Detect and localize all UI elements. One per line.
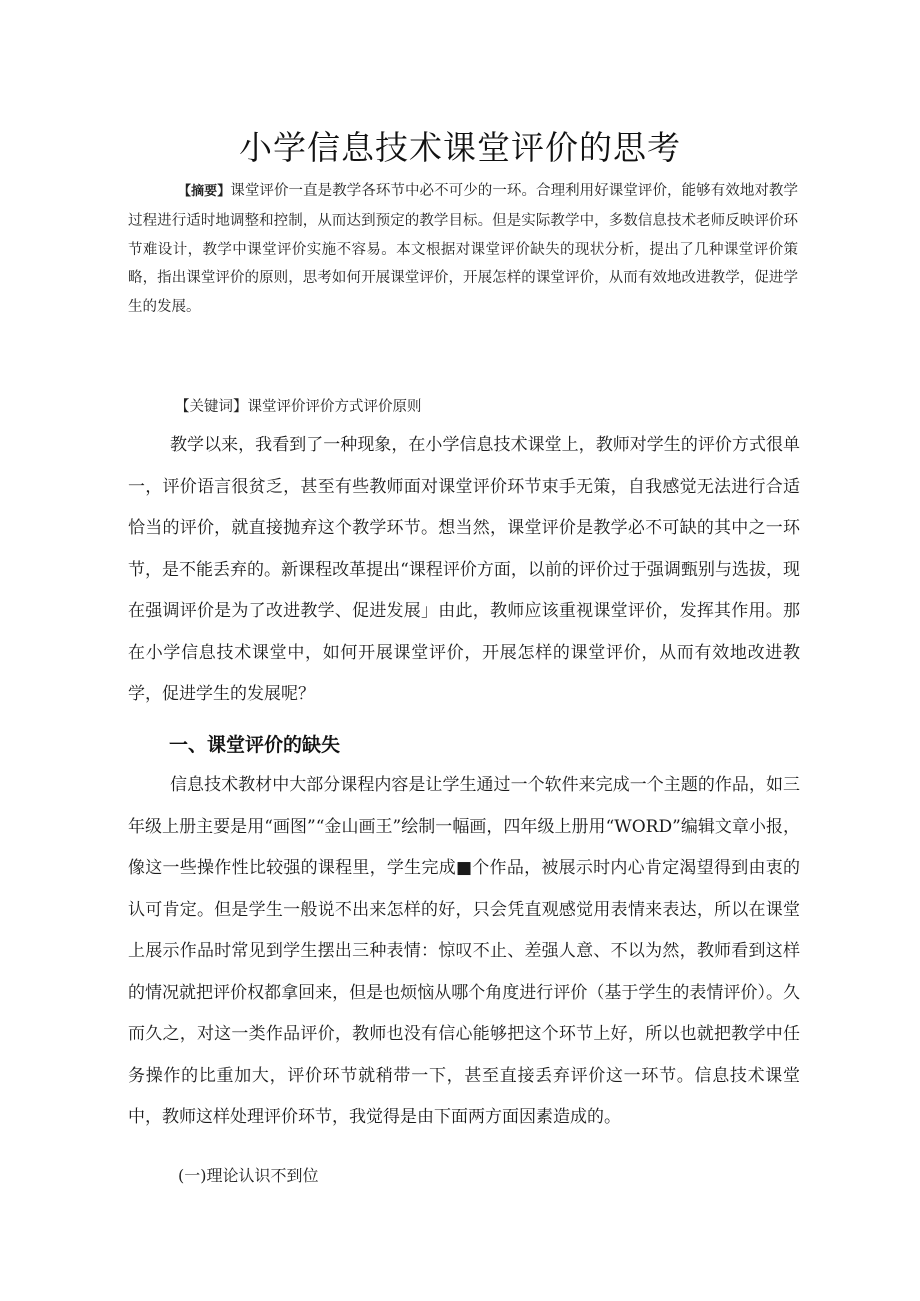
- section-paragraph-text: 信息技术教材中大部分课程内容是让学生通过一个软件来完成一个主题的作品，如三年级上册主要是用“画图”“金山画王”绘制一幅画，四年级上册用“WORD”编辑文章小报，像这一些操作性比较强的课程里，学生完成■个作品，被展示时内心肯定渴望得到由衷的认可肯定。但是学生一般说不出来怎样的好，只会凭直观感觉用表情来表达，所以在课堂上展示作品时常见到学生摆出三种表情：惊叹不止、差强人意、不以为然，教师看到这样的情况就把评价权都拿回来，但是也烦恼从哪个角度进行评价（基于学生的表情评价）。久而久之，对这一类作品评价，教师也没有信心能够把这个环节上好，所以也就把教学中任务操作的比重加大，评价环节就稍带一下，甚至直接丢弃评价这一环节。信息技术课堂中，教师这样处理评价环节，我觉得是由下面两方面因素造成的。: [128, 775, 800, 1127]
- section-paragraph: [128, 765, 800, 1139]
- intro-paragraph-text: 教学以来，我看到了一种现象，在小学信息技术课堂上，教师对学生的评价方式很单一，评价语言很贫乏，甚至有些教师面对课堂评价环节束手无策，自我感觉无法进行合适恰当的评价，就直接抛弃这个教学环节。想当然，课堂评价是教学必不可缺的其中之一环节，是不能丢弃的。新课程改革提出“课程评价方面，以前的评价过于强调甄别与选拔，现在强调评价是为了改进教学、促进发展」由此，教师应该重视课堂评价，发挥其作用。那在小学信息技术课堂中，如何开展课堂评价，开展怎样的课堂评价，从而有效地改进教学，促进学生的发展呢？: [128, 435, 800, 704]
- section-heading: 一、课堂评价的缺失: [169, 734, 341, 756]
- subsection-heading: (一)理论认识不到位: [178, 1166, 319, 1185]
- document-title: 小学信息技术课堂评价的思考: [239, 128, 681, 167]
- intro-paragraph: [128, 425, 800, 716]
- abstract-paragraph: [128, 177, 798, 322]
- abstract-tag: 【摘要】: [178, 184, 231, 199]
- abstract-text: 课堂评价一直是教学各环节中必不可少的一环。合理利用好课堂评价，能够有效地对教学过程进行适时地调整和控制，从而达到预定的教学目标。但是实际教学中，多数信息技术老师反映评价环节难设计，教学中课堂评价实施不容易。本文根据对课堂评价缺失的现状分析，提出了几种课堂评价策略，指出课堂评价的原则，思考如何开展课堂评价，开展怎样的课堂评价，从而有效地改进教学，促进学生的发展。: [128, 183, 798, 316]
- keywords-line: 【关键词】课堂评价评价方式评价原则: [175, 399, 422, 415]
